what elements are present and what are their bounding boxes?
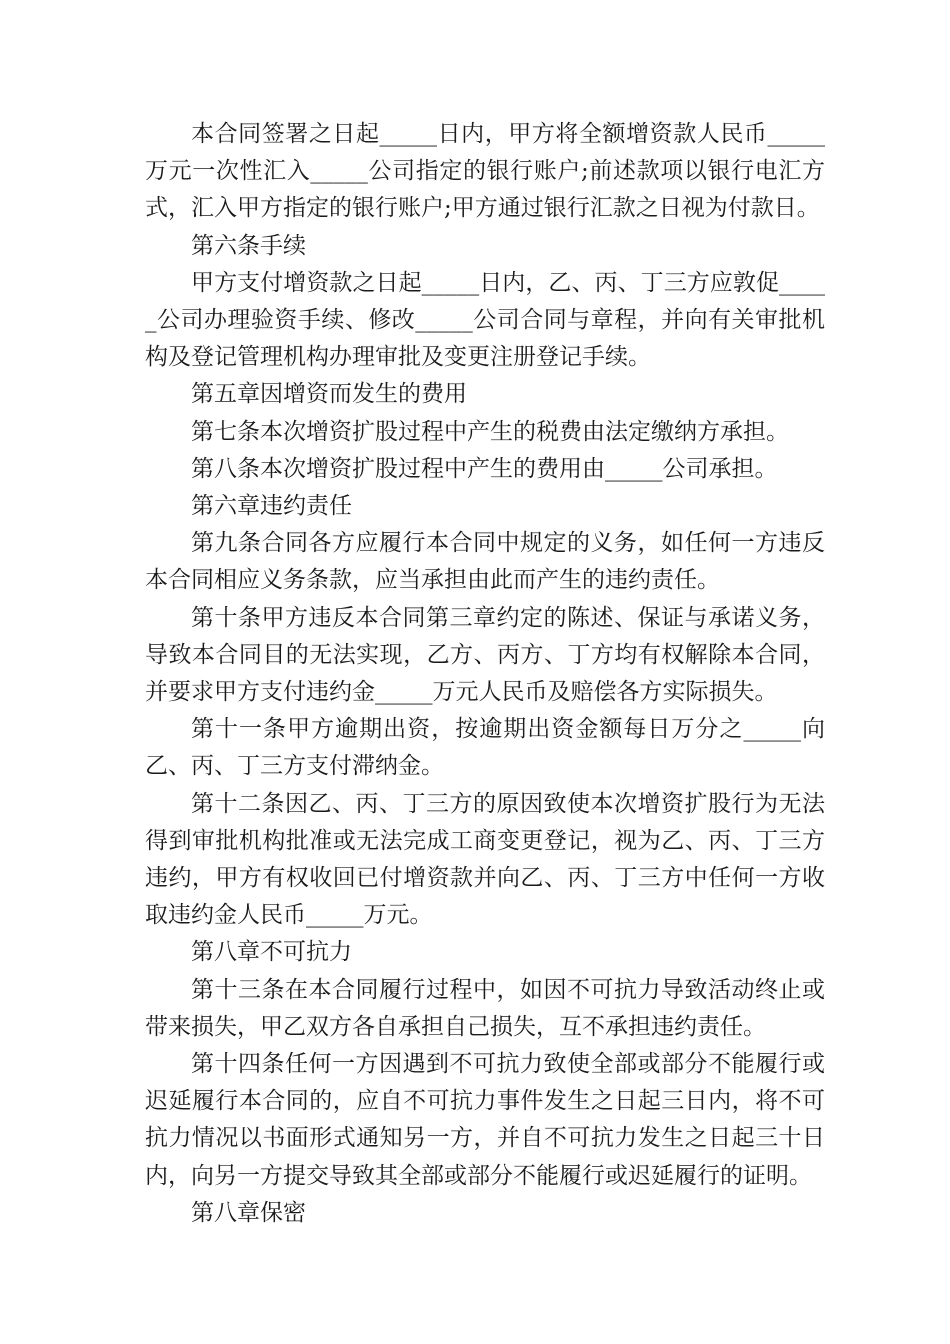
paragraph-procedures: 甲方支付增资款之日起_____日内，乙、丙、丁三方应敦促_____公司办理验资手续、修改_____公司合同与章程，并向有关审批机构及登记管理机构办理审批及变更注册登记手续。 <box>145 269 825 371</box>
paragraph-article-7: 第七条本次增资扩股过程中产生的税费由法定缴纳方承担。 <box>191 418 789 445</box>
paragraph-article-14: 第十四条任何一方因遇到不可抗力致使全部或部分不能履行或迟延履行本合同的，应自不可抗力事件发生之日起三日内，将不可抗力情况以书面形式通知另一方，并自不可抗力发生之日起三十日内，向另一方提交导致其全部或部分不能履行或迟延履行的证明。 <box>145 1051 825 1189</box>
paragraph-article-10: 第十条甲方违反本合同第三章约定的陈述、保证与承诺义务，导致本合同目的无法实现，乙方、丙方、丁方均有权解除本合同，并要求甲方支付违约金_____万元人民币及赔偿各方实际损失。 <box>145 604 825 706</box>
heading-article-6: 第六条手续 <box>191 232 306 259</box>
heading-chapter-5: 第五章因增资而发生的费用 <box>191 381 467 408</box>
paragraph-article-11: 第十一条甲方逾期出资，按逾期出资金额每日万分之_____向乙、丙、丁三方支付滞纳金。 <box>145 716 825 780</box>
heading-chapter-8-confidentiality: 第八章保密 <box>191 1199 306 1226</box>
paragraph-article-8: 第八条本次增资扩股过程中产生的费用由_____公司承担。 <box>191 455 778 482</box>
paragraph-article-13: 第十三条在本合同履行过程中，如因不可抗力导致活动终止或带来损失，甲乙双方各自承担自己损失，互不承担违约责任。 <box>145 976 825 1040</box>
document-body <box>145 116 825 1232</box>
paragraph-payment-terms: 本合同签署之日起_____日内，甲方将全额增资款人民币_____万元一次性汇入_____公司指定的银行账户;前述款项以银行电汇方式，汇入甲方指定的银行账户;甲方通过银行汇款之日视为付款日。 <box>145 121 825 222</box>
paragraph-article-12: 第十二条因乙、丙、丁三方的原因致使本次增资扩股行为无法得到审批机构批准或无法完成工商变更登记，视为乙、丙、丁三方违约，甲方有权收回已付增资款并向乙、丙、丁三方中任何一方收取违约金人民币_____万元。 <box>145 790 825 929</box>
heading-chapter-8-force-majeure: 第八章不可抗力 <box>191 939 352 966</box>
paragraph-article-9: 第九条合同各方应履行本合同中规定的义务，如任何一方违反本合同相应义务条款，应当承担由此而产生的违约责任。 <box>145 530 825 594</box>
heading-chapter-6: 第六章违约责任 <box>191 493 352 520</box>
